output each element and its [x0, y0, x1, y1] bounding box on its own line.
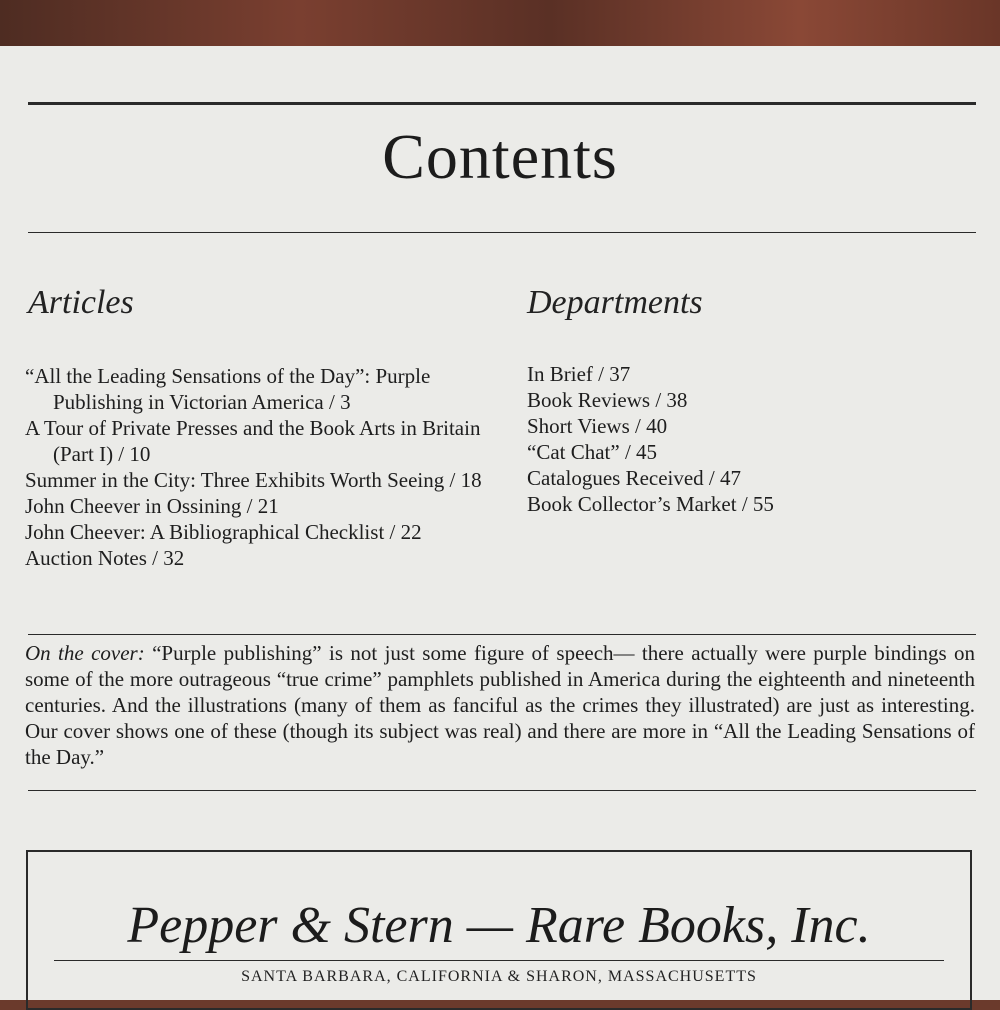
departments-heading: Departments: [527, 284, 703, 321]
list-item: Book Collector’s Market / 55: [527, 492, 774, 516]
list-item: A Tour of Private Presses and the Book Arts in Britain (Part I) / 10: [25, 416, 481, 466]
page-title: Contents: [382, 121, 618, 192]
advertiser-name: Pepper & Stern — Rare Books, Inc.: [127, 897, 871, 954]
top-rule: [28, 102, 976, 105]
table-surface: [0, 0, 1000, 48]
list-item: Short Views / 40: [527, 414, 668, 438]
list-item: Catalogues Received / 47: [527, 466, 742, 490]
list-item: Summer in the City: Three Exhibits Worth Seeing / 18: [25, 468, 482, 492]
articles-list: [25, 363, 495, 571]
list-item: “All the Leading Sensations of the Day”: Purple Publishing in Victorian America / 3: [25, 364, 431, 414]
list-item: Auction Notes / 32: [25, 546, 185, 570]
advertiser-locations: SANTA BARBARA, CALIFORNIA & SHARON, MASSACHUSETTS: [241, 968, 757, 985]
title-rule: [28, 232, 976, 233]
articles-heading: Articles: [28, 284, 134, 321]
list-item: John Cheever: A Bibliographical Checklist / 22: [25, 520, 422, 544]
cover-note: [25, 640, 975, 770]
section-rule: [28, 634, 976, 635]
list-item: In Brief / 37: [527, 362, 631, 386]
advertisement-rule: [54, 960, 944, 961]
departments-list: [527, 361, 967, 517]
cover-note-lead: On the cover:: [25, 641, 145, 665]
cover-note-text: “Purple publishing” is not just some figure of speech— there actually were purple bindings on some of the more outrageous “true crime” pamphlets published in America during the eighteenth and nineteenth centuries. And the illustrations (many of them as fanciful as the crimes they illustrated) are just as interesting. Our cover shows one of these (though its subject was real) and there are more in “All the Leading Sensations of the Day.”: [25, 641, 976, 769]
list-item: John Cheever in Ossining / 21: [25, 494, 279, 518]
list-item: “Cat Chat” / 45: [527, 440, 658, 464]
list-item: Book Reviews / 38: [527, 388, 688, 412]
cover-rule: [28, 790, 976, 791]
advertisement-box: [26, 850, 972, 1010]
